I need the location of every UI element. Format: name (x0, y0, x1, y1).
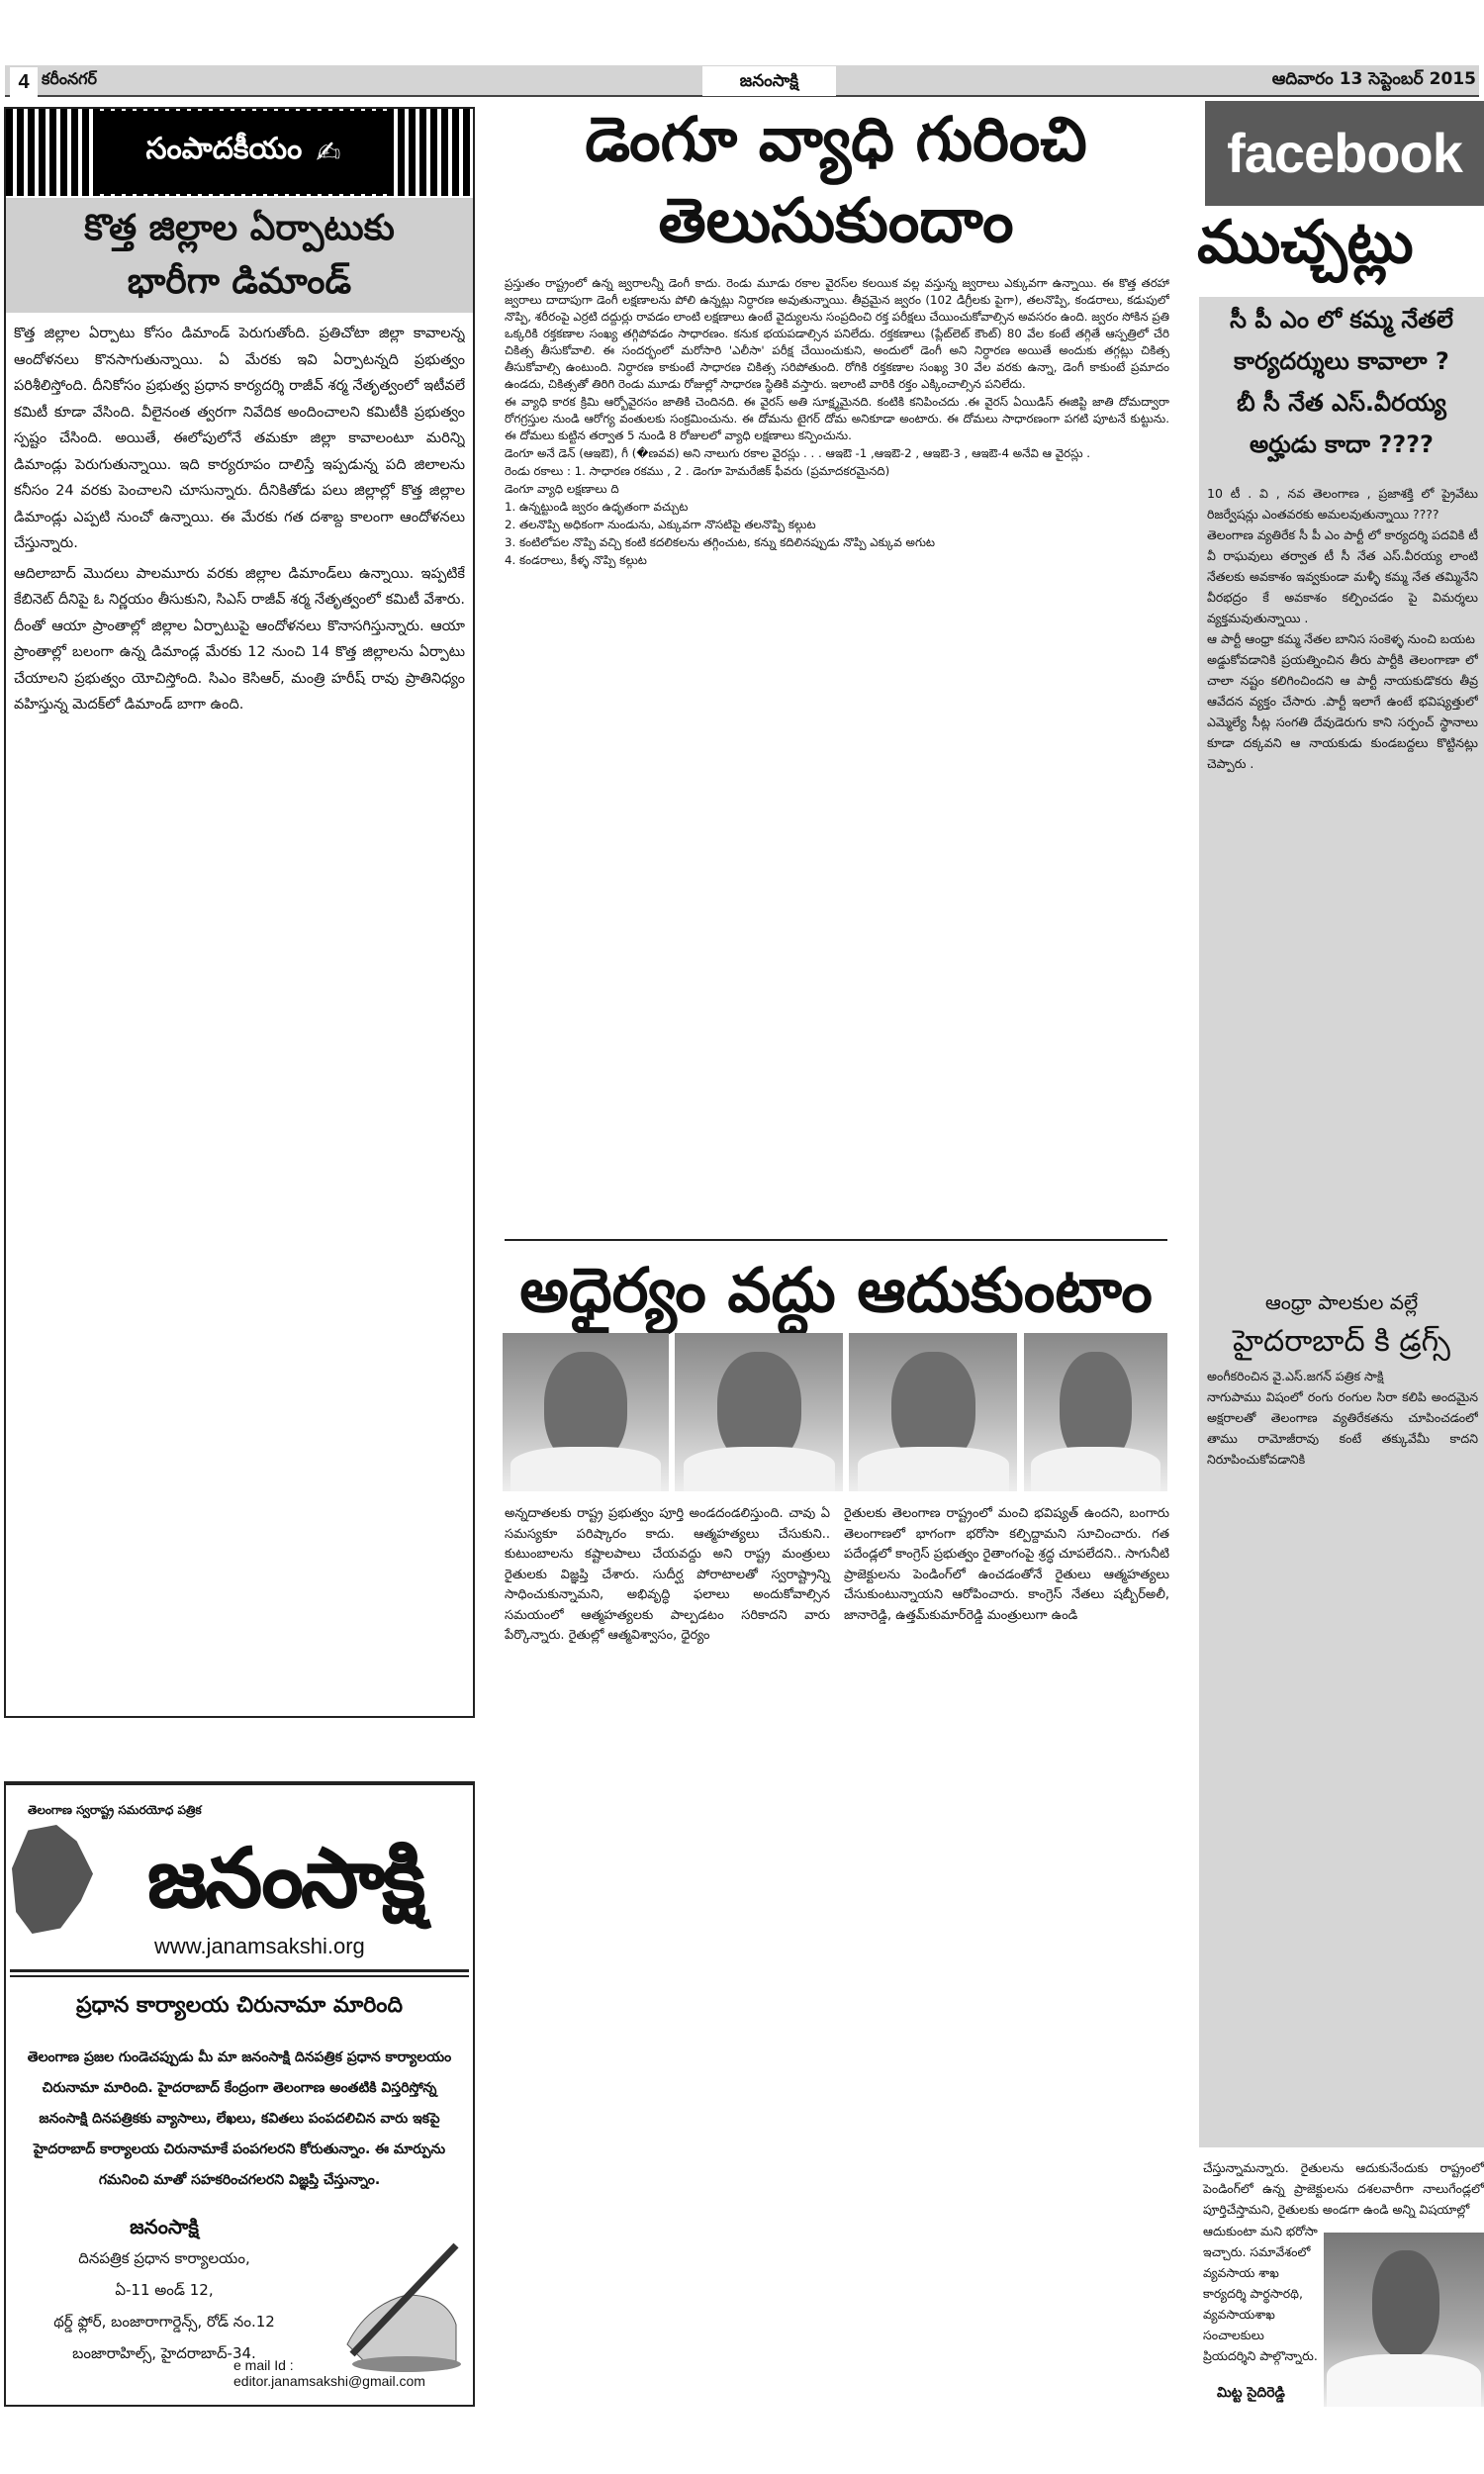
list-item: 2. తలనొప్పి అధికంగా నుండును, ఎక్కువగా నొసటిపై తలనొప్పి కల్గుట (505, 518, 816, 531)
address-name: జనంసాక్షి (130, 2215, 199, 2238)
hand-writing-pen-icon (308, 2236, 466, 2374)
editorial-headline (6, 198, 473, 313)
email-address[interactable]: e mail Id : editor.janamsakshi@gmail.com (233, 2357, 425, 2389)
pen-hand-icon: ✍ (316, 135, 341, 170)
headline-line: భారీగా డిమాండ్ (127, 261, 352, 302)
address-line: బంజారాహిల్స్, హైదరాబాద్-34. (72, 2344, 256, 2362)
editorial-label: సంపాదకీయం (145, 132, 303, 166)
paragraph: ప్రస్తుతం రాష్ట్రంలో ఉన్న జ్వరాలన్నీ డెంగీ కాదు. రెండు మూడు రకాల వైరస్‌ల కలయిక వల్ల వస్తున్న జ్వరాలు ఎక్కువగా ఉన్నాయి. ఈ కొత్త తరహా జ్వరాలు దాదాపుగా డెంగీ లక్షణాలను పోలి ఉన్నట్లు నిర్ధారణ అవుతున్నాయి. తీవ్రమైన జ్వరం (102 డిగ్రీలకు పైగా), తలనొప్పి, కండరాలు, కడుపులో నొప్పి, శరీరంపై ఎర్రటి దద్దుర్లు రావడం లాంటి లక్షణాలు ఉంటే వైద్యులను సంప్రదించి రక్త పరీక్షలు చేయించుకోవాల్సిన అవసరం ఉంది. జ్వరం సోకిన ప్రతి ఒక్కరికి రక్తకణాల సంఖ్య తగ్గిపోవడం సాధారణం. కనుక భయపడాల్సిన పనిలేదు. రక్తకణాలు (ప్లేట్‌లెట్ కౌంట్) 80 వేల కంటే తగ్గితే ఆస్పత్రిలో చేరి చికిత్స తీసుకోవాలి. ఈ సందర్భంలో మరోసారి 'ఎలీసా' పరీక్ష చేయించుకుని, అందులో డెంగీ అని నిర్ధారణ అయితే అందుకు తగ్గట్లు చికిత్స తీసుకోవాల్సి ఉంటుంది. నిర్ధారణ కాకుంటే సాధారణ చికిత్స సరిపోతుంది. రోగికి రక్తకణాల సంఖ్య 30 వేల వరకు ఉన్నా, డెంగీ కాకుంటే ప్రమాదం ఉండదు, చికిత్సతో తిరిగి రెండు మూడు రోజుల్లో సాధారణ స్థితికి వస్తారు. ఇలాంటి వారికి రక్తం ఎక్కించాల్సిన పనిలేదు. (505, 276, 1169, 391)
telangana-map-icon (12, 1825, 93, 1934)
cpm-article-body (1207, 483, 1478, 1289)
divider (505, 1239, 1167, 1241)
paragraph: కొత్త జిల్లాల ఏర్పాటు కోసం డిమాండ్ పెరుగుతోంది. ప్రతిచోటా జిల్లా కావాలన్న ఆందోళనలు కొనసాగుతున్నాయి. ఏ మేరకు ఇవి ఏర్పాటన్నది ప్రభుత్వం పరిశీలిస్తోంది. దీనికోసం ప్రభుత్వ ప్రధాన కార్యదర్శి రాజీవ్ శర్మ నేతృత్వంలో ఇటీవలే కమిటీ కూడా వేసింది. వీలైనంత త్వరగా నివేదిక అందించాలని కమిటీకి ప్రభుత్వం స్పష్టం చేసింది. అయితే, ఈలోపులోనే తమకూ జిల్లా కావాలంటూ మరిన్ని డిమాండ్లు పెరుగుతున్నాయి. ఇది కార్యరూపం దాలిస్తే ఇప్పడున్న పది జిలాలను కనీసం 24 వరకు పెంచాలని చూసున్నారు. దీనికితోడు పలు జిల్లాల్లో కొత్త జిల్లాల డిమాండ్లు ఎప్పటి నుంచో ఉన్నాయి. ఈ మేరకు గత దశాబ్ద కాలంగా ఆందోళనలు చేస్తున్నారు. (14, 326, 465, 551)
address-line: థర్డ్ ఫ్లోర్, బంజారాగార్డెన్స్, రోడ్ నం.12 (53, 2313, 275, 2331)
notice-line: తెలంగాణ ప్రజల గుండెచప్పుడు మీ మా జనంసాక్షి దినపత్రిక ప్రధాన కార్యాలయం (27, 2049, 452, 2065)
editorial-body (14, 321, 465, 1706)
headline-line: కార్యదర్శులు కావాలా ? (1234, 347, 1449, 375)
notice-title: ప్రధాన కార్యాలయ చిరునామా మారింది (75, 1993, 403, 2018)
date-line: ఆదివారం 13 సెప్టెంబర్ 2015 (1271, 69, 1476, 89)
paragraph: అంగీకరించిన వై.ఎస్.జగన్ పత్రిక సాక్షి (1207, 1369, 1384, 1383)
paragraph: ఆ పార్టీ ఆంధ్రా కమ్మ నేతల బానిస సంకెళ్ళ నుంచి బయట (1207, 631, 1475, 646)
ad-tagline: తెలంగాణ స్వరాష్ట్ర సమరయోధ పత్రిక (28, 1803, 202, 1817)
notice-line: గమనించి మాతో సహకరించగలరని విజ్ఞప్తి చేస్తున్నాం. (98, 2172, 381, 2188)
office-address (36, 2211, 293, 2369)
headline-line: ఆంధ్రా పాలకుల వల్లే (1264, 1290, 1419, 1314)
dengue-article-body (505, 275, 1169, 1230)
page-number: 4 (10, 67, 38, 97)
paragraph: రెండు రకాలు : 1. సాధారణ రకము , 2 . డెంగూ హెమరేజిక్ ఫీవరు (ప్రమాదకరమైనది) (505, 464, 890, 478)
divider (10, 1969, 469, 1977)
headline-line: డెంగూ వ్యాధి గురించి (585, 103, 1087, 175)
drugs-headline (1202, 1283, 1481, 1362)
headline-line: సీ పీ ఎం లో కమ్మ నేతలే (1230, 306, 1453, 333)
paragraph: ఈ వ్యాధి కారక క్రిమి ఆర్బోవైరసం జాతికి చెందినది. ఈ వైరస్ అతి సూక్ష్మమైనది. కంటికి కనిపించదు .ఈ వైరస్ ఏయిడిస్ ఈజిప్టి జాతి దోమద్వారా రోగగ్రస్తుల నుండి ఆరోగ్య వంతులకు సంక్రమించును. ఈ దోమను టైగర్ దోమ అనికూడా అంటారు. ఈ దోమలు సాధారణంగా పగటి పూటనే కుట్టును. ఈ దోమలు కుట్టిన తర్వాత 5 నుండి 8 రోజులలో వ్యాధి లక్షణాలు కన్పించును. (505, 395, 1169, 442)
farmers-article-body (505, 1504, 1169, 2415)
minister-photo (1024, 1333, 1167, 1491)
author-photo (1324, 2233, 1484, 2407)
janamsakshi-logo: జనంసాక్షి (147, 1832, 423, 1926)
editorial-box (4, 107, 475, 1718)
headline-line: అర్హుడు కాదా ???? (1250, 430, 1434, 458)
masthead-logo: జనంసాక్షి (702, 66, 836, 96)
minister-photo (503, 1333, 669, 1491)
paragraph: తెలంగాణ వ్యతిరేక సీ పీ ఎం పార్టీ లో కార్యదర్శి పదవికి టీ వీ రాఘవులు తర్వాత టీ సీ నేత ఎస్.వీరయ్య లాంటి నేతలకు అవకాశం ఇవ్వకుండా మళ్ళీ కమ్మ నేత తమ్మినేని వీరభద్రం కే అవకాశం కల్పించడం పై విమర్శలు వ్యక్తమవుతున్నాయి . (1207, 527, 1478, 625)
list-item: 4. కండరాలు, కీళ్ళ నొప్పి కల్గుట (505, 553, 647, 567)
minister-photo (675, 1333, 843, 1491)
website-url[interactable]: www.janamsakshi.org (154, 1934, 365, 1958)
paragraph: అన్నదాతలకు రాష్ట్ర ప్రభుత్వం పూర్తి అండదండలిస్తుంది. చావు ఏ సమస్యకూ పరిష్కారం కాదు. ఆత్మహత్యలు చేసుకుని.. కుటుంబాలను కష్టాలపాలు చేయవద్దు అని రాష్ట్ర మంత్రులు రైతులకు విజ్ఞప్తి చేశారు. సుదీర్ఘ పోరాటాలతో స్వరాష్ట్రాన్ని సాధించుకున్నామని, అభివృద్ధి ఫలాలు అందుకోవాల్సిన సమయంలో ఆత్మహత్యలకు పాల్పడటం సరికాదని వారు పేర్కొన్నారు. రైతుల్లో ఆత్మవిశ్వాసం, ధైర్యం (505, 1506, 830, 1643)
section-name: కరీంనగర్ (42, 69, 98, 88)
paragraph: ఆదిలాబాద్ మొదలు పాలమూరు వరకు జిల్లాల డిమాండ్‌లు ఉన్నాయి. ఇప్పటికే కేబినెట్ దీనిపై ఓ నిర్ణయం తీసుకుని, సిఎస్ రాజీవ్ శర్మ నేతృత్వంలో కమిటీ వేశారు. దీంతో ఆయా ప్రాంతాల్లో జిల్లాల ఏర్పాటుపై ఆందోళనలు కొనాసగిస్తున్నారు. ఆయా ప్రాంతాల్లో బలంగా ఉన్న డిమాండ్ల మేరకు 12 నుంచి 14 కొత్త జిల్లాలను ఏర్పాటు చేయాలని ప్రభుత్వం యోచిస్తోంది. సిఎం కెసిఆర్, మంత్రి హరీష్ రావు ప్రాతినిధ్యం వహిస్తున్న మెదక్‌లో డిమాండ్ బాగా ఉంది. (14, 565, 465, 713)
editorial-banner (6, 109, 473, 196)
headline-line: బీ సీ నేత ఎస్.వీరయ్య (1237, 389, 1446, 417)
dengue-headline (500, 99, 1172, 261)
headline-line: తెలుసుకుందాం (658, 184, 1014, 256)
drugs-article-body (1207, 1366, 1478, 2138)
column-title: ముచ్చట్లు (1197, 208, 1414, 277)
address-line: దినపత్రిక ప్రధాన కార్యాలయం, (78, 2249, 250, 2267)
notice-line: చిరునామా మారింది. హైదరాబాద్ కేంద్రంగా తెలంగాణ అంతటికి విస్తరిస్తోన్న (42, 2080, 437, 2096)
author-byline: మిట్ట సైదిరెడ్డి (1217, 2385, 1285, 2401)
notice-line: జనంసాక్షి దినపత్రికకు వ్యాసాలు, లేఖలు, కవితలు పంపదలిచిన వారు ఇకపై (39, 2111, 440, 2127)
farmers-article-continuation: చేస్తున్నామన్నారు. రైతులను ఆదుకునేందుకు రాష్ట్రంలో పెండింగ్‌లో ఉన్న ప్రాజెక్టులను దశలవారీగా నాలుగేండ్లలో పూర్తిచేస్తామని, రైతులకు అండగా ఉండి అన్ని విషయాల్లో (1203, 2160, 1484, 2217)
farmers-article-continuation: ఆదుకుంటా మని భరోసా ఇచ్చారు. సమావేశంలో వ్యవసాయ శాఖ కార్యదర్శి పార్థసారథి, వ్యవసాయశాఖ సంచాలకులు ప్రియదర్శిని పాల్గొన్నారు. (1203, 2224, 1318, 2363)
paragraph: అడ్డుకోవడానికి ప్రయత్నించిన తీరు పార్టీకి తెలంగాణా లో చాలా నష్టం కలిగించిందని ఆ పార్టీ నాయకుడొకరు తీవ్ర ఆవేదన వ్యక్తం చేసారు .పార్టీ ఇలాగే ఉంటే భవిష్యత్తులో ఎమ్మెల్యే సీట్ల సంగతి దేవుడెరుగు కాని సర్పంచ్ స్థానాలు కూడా దక్కవని ఆ నాయకుడు కుండబద్దలు కొట్టినట్లు చెప్పారు . (1207, 652, 1478, 771)
cpm-headline (1202, 299, 1481, 465)
paragraph: నాగుపాము విషంలో రంగు రంగుల సిరా కలిపి అందమైన అక్షరాలతో తెలంగాణ వ్యతిరేకతను చూపించడంలో తాము రామోజీరావు కంటే తక్కువేమీ కాదని నిరూపించుకోవడానికి (1207, 1389, 1478, 1467)
paragraph: 10 టీ . వి , నవ తెలంగాణ , ప్రజాశక్తి లో ప్రైవేటు రిజర్వేషన్లు ఎంతవరకు అమలవుతున్నాయి ???? (1207, 486, 1478, 522)
list-item: 3. కంటిలోపల నొప్పి వచ్చి కంటి కదలికలను తగ్గించుట, కన్ను కదిలినప్పుడు నొప్పి ఎక్కువ అగుట (505, 535, 936, 549)
minister-photo (849, 1333, 1017, 1491)
notice-text (14, 2043, 465, 2196)
address-line: ఏ-11 అండ్ 12, (115, 2281, 214, 2299)
farmers-headline: అధైర్యం వద్దు ఆదుకుంటాం (519, 1254, 1153, 1326)
address-change-notice (4, 1781, 475, 2407)
paragraph: డెంగూ వ్యాధి లక్షణాలు ది (505, 482, 619, 496)
paragraph: రైతులకు తెలంగాణ రాష్ట్రంలో మంచి భవిష్యత్ ఉందని, బంగారు తెలంగాణలో భాగంగా భరోసా కల్పిద్దామని సూచించారు. గత పదేండ్లలో కాంగ్రెస్ ప్రభుత్వం రైతాంగంపై శ్రద్ధ చూపలేదని.. సాగునీటి ప్రాజెక్టులను పెండింగ్‌లో ఉంచడంతోనే రైతులు ఆత్మహత్యలు చేసుకుంటున్నాయని ఆరోపించారు. కాంగ్రెస్ నేతలు షబ్బీర్‌అలీ, జానారెడ్డి, ఉత్తమ్‌కుమార్‌రెడ్డి మంత్రులుగా ఉండి (844, 1506, 1169, 1623)
paragraph: డెంగూ అనే డెన్ (ఆఇఔ), గీ (�ణవవ) అని నాలుగు రకాల వైరస్లు . . . ఆఇఔ -1 ,ఆఇఔ-2 , ఆఇఔ-3 , ఆఇఔ-4 అనేవి ఆ వైరస్లు . (505, 446, 1091, 460)
notice-line: హైదరాబాద్ కార్యాలయ చిరునామాకే పంపగలరని కోరుతున్నాం. ఈ మార్పును (33, 2141, 446, 2157)
list-item: 1. ఉన్నట్టుండి జ్వరం ఉధృతంగా వచ్చుట (505, 500, 689, 514)
headline-line: కొత్త జిల్లాల ఏర్పాటుకు (84, 208, 395, 248)
facebook-logo: facebook (1205, 101, 1484, 206)
headline-line: హైదరాబాద్ కి డ్రగ్స్ (1233, 1324, 1450, 1359)
